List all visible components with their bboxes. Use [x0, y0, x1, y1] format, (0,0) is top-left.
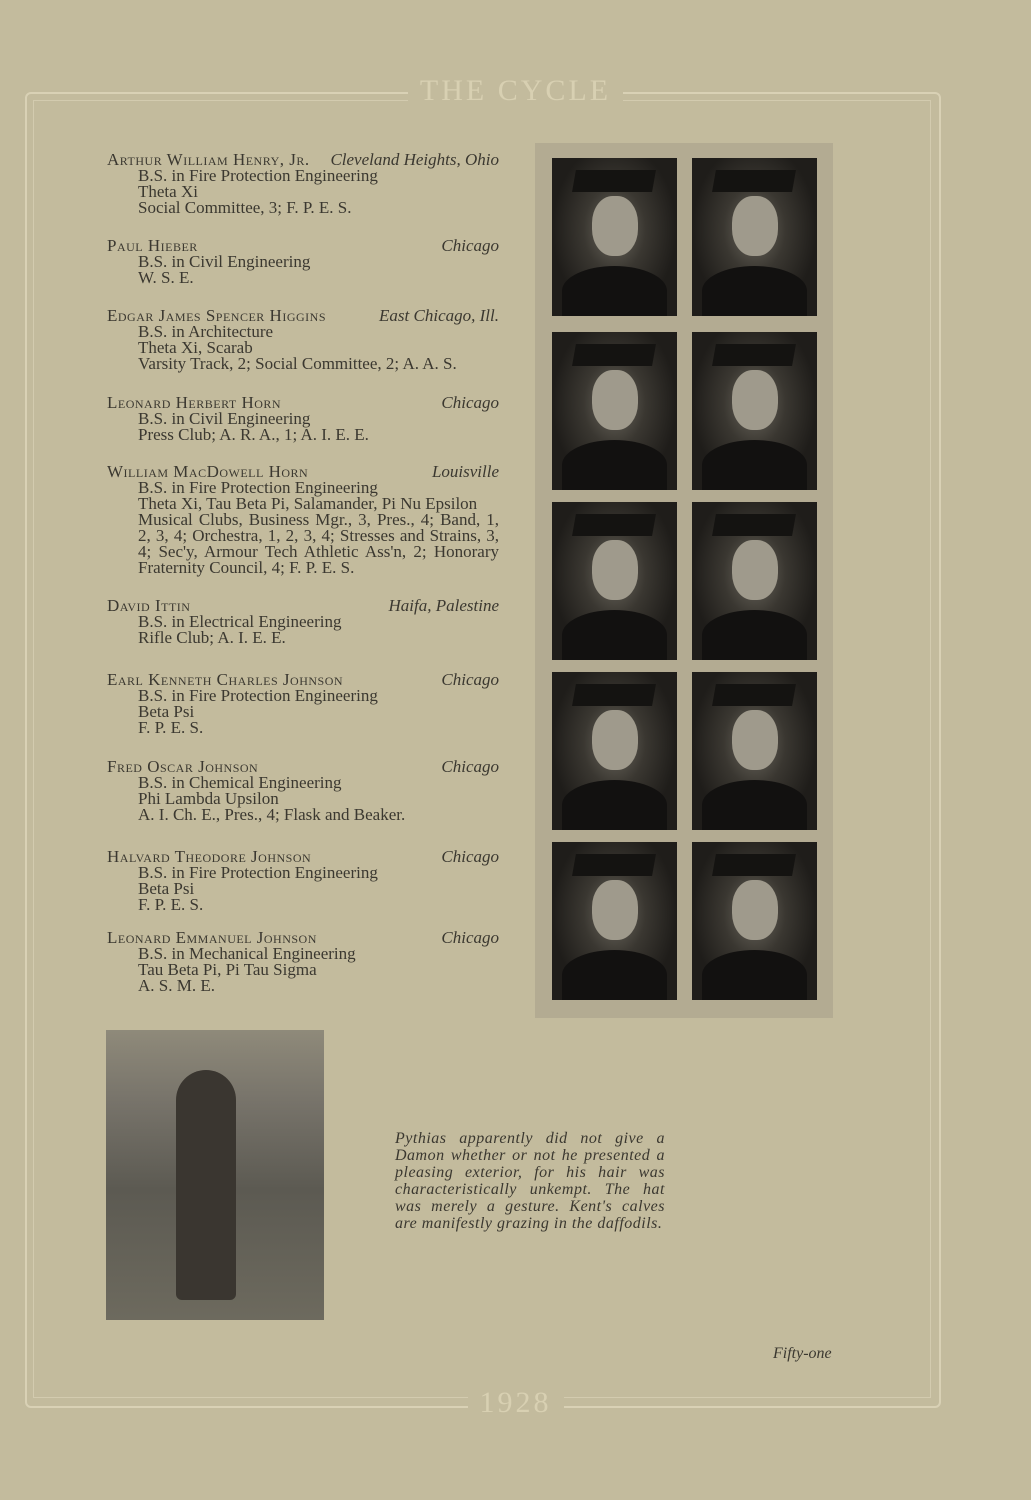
entry-detail: Theta Xi	[138, 182, 198, 201]
entry-detail: Musical Clubs, Business Mgr., 3, Pres., 4; Band, 1, 2, 3, 4; Orchestra, 1, 2, 3, 4; Stresses and Strains, 3, 4; Sec'y, Armour Tech Athletic Ass'n, 2; Honorary Fraternity Council, 4; F. P. E. S.	[138, 510, 499, 577]
entry-detail: B.S. in Civil Engineering	[138, 409, 311, 428]
portrait-gown	[562, 266, 667, 316]
student-name: William MacDowell Horn	[107, 462, 309, 481]
portrait-gown	[702, 266, 807, 316]
mortarboard	[572, 854, 656, 876]
mortarboard	[572, 684, 656, 706]
entry-detail: B.S. in Mechanical Engineering	[138, 944, 356, 963]
student-portrait	[692, 502, 817, 660]
entry-detail: W. S. E.	[138, 268, 194, 287]
portrait-gown	[702, 950, 807, 1000]
portrait-face	[732, 880, 778, 940]
student-entry	[107, 395, 499, 443]
portrait-gown	[702, 440, 807, 490]
header-title: THE CYCLE	[408, 74, 623, 107]
student-name: David Ittin	[107, 596, 191, 615]
portrait-grid	[535, 143, 833, 1018]
portrait-face	[732, 540, 778, 600]
photo-caption: Pythias apparently did not give a Damon whether or not he presented a pleasing exterior, for his hair was characteristically unkempt. The hat was merely a gesture. Kent's calves are manifestly grazing in the daffodils.	[395, 1130, 665, 1232]
student-entry	[107, 238, 499, 286]
mortarboard	[712, 170, 796, 192]
student-portrait	[552, 332, 677, 490]
hometown: Chicago	[441, 847, 499, 866]
entry-detail: Beta Psi	[138, 879, 195, 898]
portrait-face	[592, 196, 638, 256]
portrait-face	[732, 370, 778, 430]
portrait-face	[732, 196, 778, 256]
mortarboard	[712, 684, 796, 706]
student-portrait	[692, 332, 817, 490]
hometown: Chicago	[441, 236, 499, 255]
student-name: Fred Oscar Johnson	[107, 757, 259, 776]
portrait-gown	[562, 440, 667, 490]
running-footer	[0, 1386, 1031, 1420]
entry-detail: B.S. in Fire Protection Engineering	[138, 478, 378, 497]
entry-detail: B.S. in Civil Engineering	[138, 252, 311, 271]
hometown: Chicago	[441, 670, 499, 689]
entry-detail: Phi Lambda Upsilon	[138, 789, 279, 808]
entry-detail: B.S. in Fire Protection Engineering	[138, 863, 378, 882]
student-name: Earl Kenneth Charles Johnson	[107, 670, 344, 689]
student-entry	[107, 930, 499, 994]
hometown: Chicago	[441, 393, 499, 412]
student-name: Leonard Emmanuel Johnson	[107, 928, 317, 947]
hometown: Cleveland Heights, Ohio	[330, 150, 499, 169]
student-portrait	[692, 672, 817, 830]
portrait-face	[592, 710, 638, 770]
hometown: Haifa, Palestine	[388, 596, 499, 615]
entry-detail: F. P. E. S.	[138, 895, 204, 914]
portrait-face	[732, 710, 778, 770]
mortarboard	[572, 170, 656, 192]
portrait-gown	[562, 780, 667, 830]
portrait-face	[592, 880, 638, 940]
mortarboard	[572, 514, 656, 536]
hometown: Louisville	[431, 462, 499, 481]
student-name: Leonard Herbert Horn	[107, 393, 282, 412]
student-name: Halvard Theodore Johnson	[107, 847, 312, 866]
student-entry	[107, 308, 499, 372]
photo-figure	[176, 1070, 236, 1300]
student-entry	[107, 152, 499, 216]
student-portrait	[552, 158, 677, 316]
portrait-face	[592, 540, 638, 600]
mortarboard	[572, 344, 656, 366]
student-entry	[107, 759, 499, 823]
student-entry	[107, 598, 499, 646]
student-entry	[107, 672, 499, 736]
entry-detail: B.S. in Fire Protection Engineering	[138, 166, 378, 185]
hometown: Chicago	[441, 757, 499, 776]
page-number: Fifty-one	[773, 1345, 832, 1362]
entry-detail: Social Committee, 3; F. P. E. S.	[138, 198, 352, 217]
footer-year: 1928	[468, 1386, 564, 1419]
student-entry	[107, 464, 499, 576]
entry-detail: B.S. in Architecture	[138, 322, 274, 341]
entry-detail: B.S. in Fire Protection Engineering	[138, 686, 378, 705]
entry-detail: Beta Psi	[138, 702, 195, 721]
running-header	[0, 74, 1031, 108]
student-name: Edgar James Spencer Higgins	[107, 306, 326, 325]
entry-detail: A. S. M. E.	[138, 976, 215, 995]
mortarboard	[712, 854, 796, 876]
candid-photo	[106, 1030, 324, 1320]
entry-detail: B.S. in Electrical Engineering	[138, 612, 342, 631]
hometown: Chicago	[441, 928, 499, 947]
student-portrait	[552, 672, 677, 830]
student-portrait	[692, 842, 817, 1000]
portrait-gown	[702, 610, 807, 660]
entry-detail: Theta Xi, Tau Beta Pi, Salamander, Pi Nu Epsilon	[138, 494, 478, 513]
entry-detail: Rifle Club; A. I. E. E.	[138, 628, 286, 647]
mortarboard	[712, 344, 796, 366]
hometown: East Chicago, Ill.	[379, 306, 499, 325]
portrait-gown	[562, 950, 667, 1000]
student-entry	[107, 849, 499, 913]
student-portrait	[552, 502, 677, 660]
portrait-gown	[702, 780, 807, 830]
student-name: Paul Hieber	[107, 236, 198, 255]
student-name: Arthur William Henry, Jr.	[107, 150, 310, 169]
entry-detail: F. P. E. S.	[138, 718, 204, 737]
entry-detail: Varsity Track, 2; Social Committee, 2; A. A. S.	[138, 354, 457, 373]
entry-detail: Press Club; A. R. A., 1; A. I. E. E.	[138, 425, 369, 444]
entry-detail: Tau Beta Pi, Pi Tau Sigma	[138, 960, 317, 979]
student-portrait	[552, 842, 677, 1000]
entry-detail: B.S. in Chemical Engineering	[138, 773, 342, 792]
entry-detail: A. I. Ch. E., Pres., 4; Flask and Beaker.	[138, 805, 406, 824]
student-portrait	[692, 158, 817, 316]
entry-detail: Theta Xi, Scarab	[138, 338, 253, 357]
portrait-face	[592, 370, 638, 430]
mortarboard	[712, 514, 796, 536]
portrait-gown	[562, 610, 667, 660]
